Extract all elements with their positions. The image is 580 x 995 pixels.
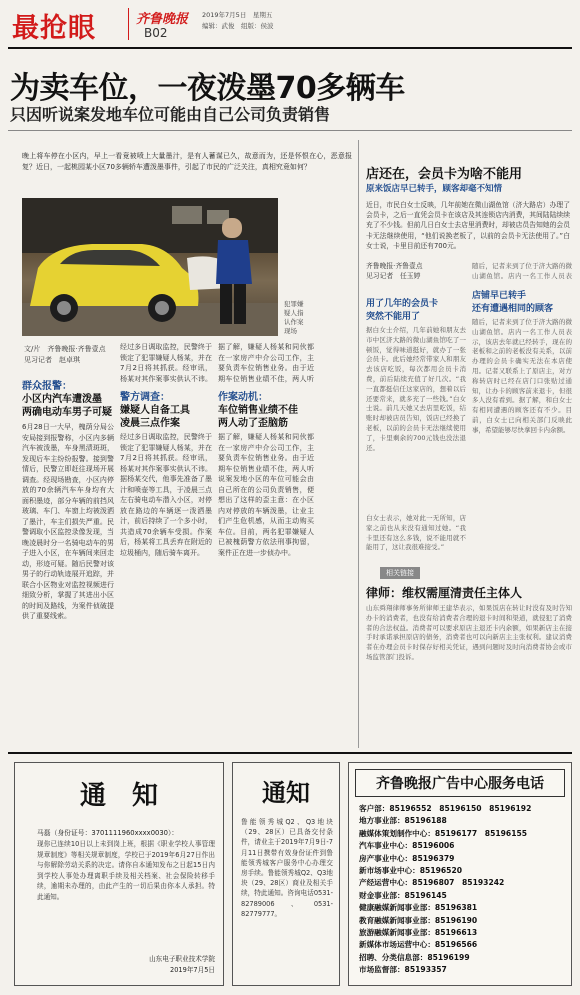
notice-1-sign: 山东电子职业技术学院 [149,955,215,963]
notice-2-body: 鲁能领秀城Q2、Q3地块（29、28区）已具备交付条件，请业主于2019年7月9日-7月11日携带有效身份证件到鲁能领秀城客户服务中心办理交房手续。鲁能领秀城Q2、Q3地块（29、28区）商业及相关手续，特此通知。咨询电话0531-82789006、0531-82779777。 [241,818,333,918]
main-headline: 为卖车位，一夜泼墨70多辆车 [10,71,405,106]
col1-title-1: 群众报警： [22,381,72,392]
ad-service-row: 健康融媒新闻事业部：85196381 [359,903,478,913]
col2-title-3: 凌晨三点作案 [120,418,180,429]
notice-1-title: 通 知 [79,781,158,811]
side-colB-title-2: 还有遭遇相同的顾客 [472,304,554,314]
related-label: 相关链接 [380,567,420,579]
side-subheadline: 原来饭店早已转手，顾客却毫不知情 [366,184,503,194]
col3-title-1: 作案动机： [218,392,268,403]
col3-top-body: 据了解，嫌疑人杨某和同伙都在一家房产中介公司工作，主要负责车位销售业务。由于近期车位销售业绩不佳，两人听 [218,343,314,383]
main-byline-2: 见习记者 赵卓琪 [24,356,80,364]
notice-1-date: 2019年7月5日 [170,966,215,974]
col3-title-2: 车位销售业绩不佳 [218,405,298,416]
col2-title-2: 嫌疑人自备工具 [120,405,190,416]
headline-rule [8,130,572,131]
ad-service-title: 齐鲁晚报广告中心服务电话 [355,769,565,797]
editor-line: 编辑：武俊 组版：侯波 [202,22,274,30]
ad-service-row: 客户部：85196552 85196150 85196192 [359,804,532,813]
main-byline-1: 文/片 齐鲁晚报·齐鲁壹点 [24,345,106,353]
ad-service-row: 财金事业部：85196145 [359,890,447,900]
ad-service-row: 市场监督部：85193357 [359,965,447,975]
ad-service-row: 产经运营中心：85196807 85193242 [359,878,505,888]
notice-1 [14,762,224,986]
ad-service-row: 汽车事业中心：85196006 [359,841,455,851]
side-byline-1: 齐鲁晚报·齐鲁壹点 [366,262,423,270]
ad-service-row: 新媒体市场运营中心：85196566 [359,940,478,950]
date-line: 2019年7月5日 星期五 [202,11,273,19]
main-photo [22,198,278,336]
ad-service-box [348,762,572,986]
col3-title-3: 两人动了歪脑筋 [218,418,288,429]
main-lead: 晚上将车停在小区内，早上一看竟被喷上大量墨汁，是有人蓄谋已久，故意而为，还是怀恨在心，恶意报复？近日，一起桃园某小区70多辆轿车遭泼墨事件，引起了市民的广泛关注，真相究竟如何？ [22,152,352,171]
side-colA-body: 据白女士介绍，几年前她和朋友去市中区济大路的微山湖鱼馆吃了一顿饭，觉得味道挺好，就办了一张会员卡。此后她经常带家人和朋友去该店吃饭，每次都用会员卡消费，前后陆续充值了好几次。“我一直都挺信任这家店的，想着以后还要常来，就多充了一些钱。”白女士说。前几天她又去店里吃饭，结账时却被店员告知，饭店已经换了老板，以前的会员卡无法继续使用了，卡里剩余的700元钱也没法退还。 [366,326,466,452]
masthead-rule [8,47,572,49]
side-colA-title-2: 突然不能用了 [366,312,421,322]
ad-service-row: 融媒体策划制作中心：85196177 85196155 [359,828,528,838]
col1-body: 6月28日一大早，槐荫分局公安局接到报警称，小区内多辆汽车被泼墨，车身黑渍斑斑，发现后车主纷纷报警。接到警情后，民警立即赶往现场开展调查。经现场勘查，小区内停放的70余辆汽车车身均有大面积墨迹，部分车辆的前挡风玻璃、车门、车窗上均被泼洒了墨汁，车主们损失严重。民警调取小区监控录像发现，当晚凌晨时分一名骑电动车的男子进入小区，在车辆间来回走动，形迹可疑。随后民警对该男子的行动轨迹展开追踪，并联合小区物业对监控视频进行细致分析，掌握了其进出小区的时间及路线，为案件侦破提供了重要线索。 [22,423,114,620]
related-title: 律师：维权需厘清责任主体人 [366,586,523,600]
notice-2 [232,762,340,986]
ad-service-row: 新市场事业中心：85196520 [359,866,463,876]
section-title: 最抢眼 [12,13,96,44]
page-number: B02 [144,26,168,40]
related-body: 山东舜翔律师事务所律师王建华表示，如果饭店在转让时没有及时告知办卡的消费者，也没有给消费者合理的退卡时间和渠道，就侵犯了消费者的合法权益。消费者可以要求原店主退还卡内余额，如果新店主在接手时承诺承担原店的债务，消费者也可以向新店主主张权利。建议消费者在办理会员卡时保存好相关凭证，遇到问题时及时向消费者协会或市场监管部门投诉。 [366,604,572,661]
paper-logo: 齐鲁晚报 [136,12,189,27]
col2-body: 经过多日调取监控，民警终于锁定了犯罪嫌疑人杨某，并在7月2日将其抓获。经审讯，杨某对其作案事实供认不讳。据杨某交代，他事先准备了墨汁和喷壶等工具，于凌晨三点左右骑电动车潜入小区，对停放在路边的车辆逐一泼洒墨汁，前后持续了一个多小时，共造成70余辆车受损。作案后，杨某将工具丢弃在附近的垃圾桶内，随后骑车离开。 [120,433,212,557]
main-subheadline: 只因听说案发地车位可能由自己公司负责销售 [10,105,331,124]
notice-1-body: 现你已连续10日以上未到岗上班，根据《职业学校人事管理规章制度》等相关规章制度，学校已于2019年6月27日作出与你解除劳动关系的决定。请你自本通知发布之日起15日内到学校人事处办理离职手续及相关档案、社会保险转移手续，逾期未办理的，由此产生的一切后果由你本人承担。特此通知。 [37,840,215,901]
side-colA-title-1: 用了几年的会员卡 [366,299,439,309]
col3-body: 据了解，嫌疑人杨某和同伙都在一家房产中介公司工作，主要负责车位销售业务。由于近期车位销售业绩不佳，两人听说案发地小区的车位可能会由自己所在的公司负责销售，便想出了这样的歪主意：在小区内对停放的车辆泼墨，让业主们产生危机感，从而主动购买车位。目前，两名犯罪嫌疑人已被槐荫警方依法刑事拘留，案件正在进一步侦办中。 [218,433,314,557]
ad-service-row: 招聘、分类信息部：85196199 [359,952,470,962]
side-colB-body: 随后，记者来到了位于济大路的微山湖鱼馆。店内一名工作人员表示，该店去年就已经转手，现在的老板和之前的老板没有关系，以前办理的会员卡确实无法在本店使用。记者又联系上了原店主，对方称转店时已经在店门口张贴过通知，让办卡的顾客前来退卡，但很多人没有看到。据了解，和白女士有相同遭遇的顾客还有不少。目前，白女士已向相关部门反映此事，希望能够尽快拿回卡内余额。 [472,318,572,434]
side-colA-body-2: 白女士表示，她对此一无所知，店家之前也从来没有通知过她。“我卡里还有这么多钱，说不能用就不能用了，这让我很难接受。” [366,514,466,552]
column-divider [358,140,359,748]
col1-title-2: 小区内汽车遭泼墨 [22,394,102,405]
col1-title-3: 两确电动车男子可疑 [22,407,112,418]
photo-caption: 犯罪嫌疑人指认作案现场 [284,300,304,335]
ads-rule [8,752,572,754]
notice-1-recipient: 马磊（身份证号：3701111960xxxx0030）： [37,829,179,837]
side-colB-top: 随后，记者来到了位于济大路的微山湖鱼馆。店内一名工作人员表 [472,262,572,280]
col2-top-body: 经过多日调取监控，民警终于锁定了犯罪嫌疑人杨某，并在7月2日将其抓获。经审讯，杨某对其作案事实供认不讳。 [120,343,212,383]
side-byline-2: 见习记者 任玉婷 [366,272,421,280]
col2-title-1: 警方调查： [120,392,170,403]
masthead-divider [128,8,129,40]
ad-service-row: 旅游融媒新闻事业部：85196613 [359,928,478,938]
photo-illustration [22,198,278,336]
side-lead: 近日，市民白女士反映，几年前她在微山湖鱼馆（济大路店）办理了会员卡，之后一直凭会员卡在该店及其连锁店内消费，其间陆陆续续充了不少钱。但前几日白女士去店里消费时，却被店员告知她的会员卡无法继续使用，“他们说换老板了，以前的会员卡无法使用了。”白女士说，卡里目前还有700元。 [366,201,570,250]
ad-service-row: 教育融媒新闻事业部：85196190 [359,915,478,925]
masthead [8,4,572,44]
ad-service-row: 地方事业部：85196188 [359,816,447,826]
side-colB-title-1: 店铺早已转手 [472,291,527,301]
ad-service-row: 房产事业中心：85196379 [359,853,455,863]
ad-service-list [359,803,569,977]
side-headline: 店还在，会员卡为啥不能用 [366,167,523,182]
notice-2-title: 通知 [262,778,310,807]
